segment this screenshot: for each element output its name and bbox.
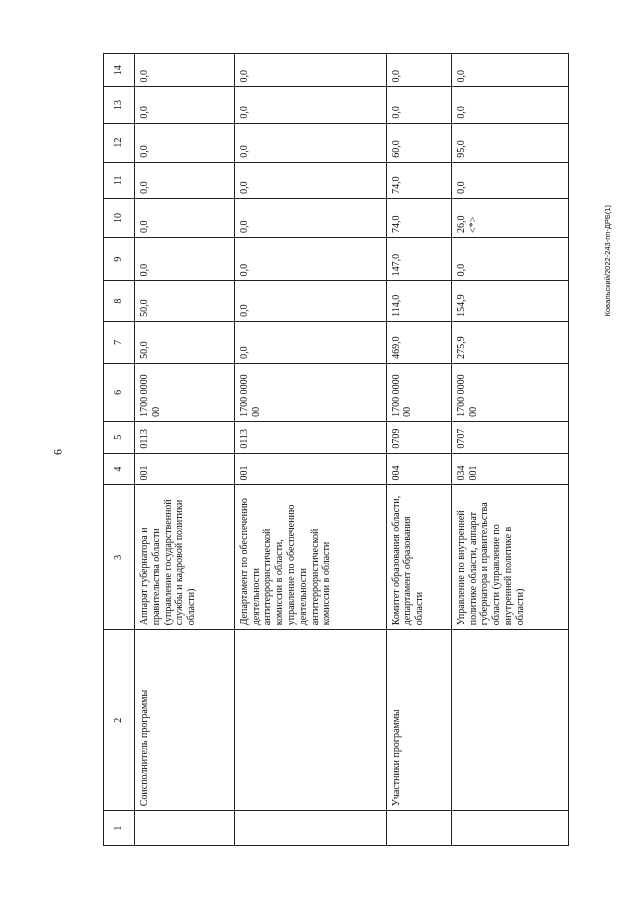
header-row [104,54,135,846]
table-cell: 1700 0000 00 [135,363,235,421]
header-cell: 12 [104,123,135,162]
value-cell: 0,0 [234,162,386,198]
value-cell: 50,0 [135,321,235,363]
value-cell: 50,0 [135,281,235,322]
value-cell: 0,0 [234,321,386,363]
value-cell: 469,0 [386,321,451,363]
table-cell: 004 [386,453,451,485]
page-number: 6 [50,449,65,455]
organization-cell: Комитет образования области, департамент образования области [386,485,451,630]
table-row [234,54,386,846]
value-cell: 0,0 [234,87,386,123]
value-cell: 0,0 [234,54,386,87]
organization-cell: Управление по внутренней политике области, аппарат губернатора и правительства области (управление по внутренней политике в области) [451,485,568,630]
role-cell [451,630,568,811]
table-cell: 1700 0000 00 [386,363,451,421]
value-cell: 114,0 [386,281,451,322]
value-cell: 0,0 [451,237,568,280]
value-cell: 0,0 [135,54,235,87]
role-cell: Участники программы [386,630,451,811]
program-table [103,53,569,846]
table-cell [451,811,568,846]
table-cell: 1700 0000 00 [234,363,386,421]
table-row [135,54,235,846]
value-cell: 0,0 [234,281,386,322]
header-cell: 13 [104,87,135,123]
rotated-table-wrapper [103,53,569,846]
table-cell: 1700 0000 00 [451,363,568,421]
value-cell: 0,0 [234,123,386,162]
organization-cell: Аппарат губернатора и правительства области (управление государственной службы и кадровой политики области) [135,485,235,630]
table-cell [386,811,451,846]
value-cell: 74,0 [386,198,451,237]
header-cell: 8 [104,281,135,322]
table-cell: 0709 [386,421,451,453]
header-cell: 4 [104,453,135,485]
header-cell: 14 [104,54,135,87]
table-cell [234,811,386,846]
value-cell: 0,0 [234,198,386,237]
table-cell: 001 [135,453,235,485]
value-cell: 0,0 [135,198,235,237]
document-reference-text: Ковальский/2022-243-пп-ДРБ(1) [603,205,612,317]
value-cell: 0,0 [135,162,235,198]
table-cell: 0113 [135,421,235,453]
value-cell: 0,0 [451,87,568,123]
value-cell: 95,0 [451,123,568,162]
header-cell: 9 [104,237,135,280]
value-cell: 74,0 [386,162,451,198]
organization-cell: Департамент по обеспечению деятельности антитеррористической комиссии в области, управление по обеспечению деятельности антитеррористической комиссии в области [234,485,386,630]
header-cell: 7 [104,321,135,363]
role-cell: Соисполнитель программы [135,630,235,811]
table-cell: 0113 [234,421,386,453]
header-cell: 2 [104,630,135,811]
value-cell: 60,0 [386,123,451,162]
value-cell: 0,0 [135,237,235,280]
header-cell: 3 [104,485,135,630]
table-cell [135,811,235,846]
table-row [386,54,451,846]
value-cell: 275,9 [451,321,568,363]
value-cell: 0,0 [386,54,451,87]
table-row [451,54,568,846]
value-cell: 0,0 [386,87,451,123]
value-cell: 0,0 [135,87,235,123]
value-cell: 0,0 [451,162,568,198]
table-cell: 001 [234,453,386,485]
table-cell: 0707 [451,421,568,453]
value-cell: 154,9 [451,281,568,322]
value-cell: 26,0 <*> [451,198,568,237]
value-cell: 0,0 [135,123,235,162]
header-cell: 5 [104,421,135,453]
role-cell [234,630,386,811]
header-cell: 1 [104,811,135,846]
value-cell: 147,0 [386,237,451,280]
value-cell: 0,0 [451,54,568,87]
value-cell: 0,0 [234,237,386,280]
table-cell: 034 001 [451,453,568,485]
header-cell: 11 [104,162,135,198]
header-cell: 6 [104,363,135,421]
header-cell: 10 [104,198,135,237]
